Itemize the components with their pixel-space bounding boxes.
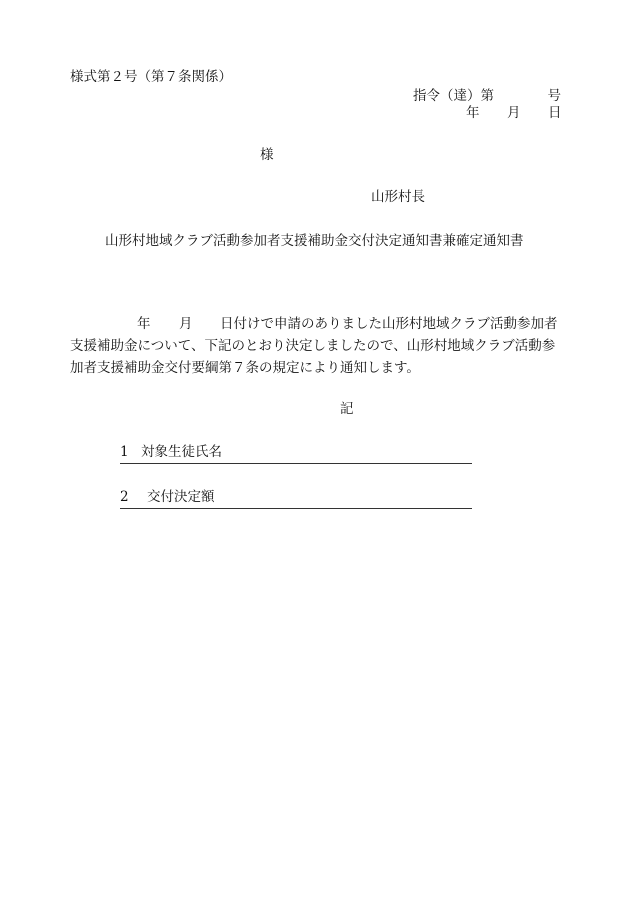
issuer-name: 山形村長	[371, 189, 425, 205]
body-month: 月	[179, 316, 193, 332]
body-line-1	[70, 313, 562, 335]
document-number-prefix: 指令（達）第	[413, 88, 494, 104]
item-grant-amount	[120, 488, 472, 509]
item-label: 対象生徒氏名	[141, 444, 222, 460]
date-month: 月	[507, 105, 521, 121]
body-line-2: 支援補助金について、下記のとおり決定しましたので、山形村地域クラブ活動参	[70, 338, 556, 354]
item-number: 2	[120, 489, 129, 505]
form-number: 様式第２号（第７条関係）	[70, 69, 232, 85]
section-heading: 記	[340, 401, 354, 417]
item-label: 交付決定額	[147, 489, 215, 505]
item-student-name	[120, 443, 472, 464]
body-line-3: 加者支援補助金交付要綱第７条の規定により通知します。	[70, 360, 420, 376]
document-number-suffix: 号	[547, 88, 561, 104]
date-day: 日	[548, 105, 562, 121]
body-line-1-rest: 日付けで申請のありました山形村地域クラブ活動参加者	[220, 316, 558, 332]
body-text	[70, 313, 562, 379]
date-year: 年	[466, 105, 480, 121]
document-title: 山形村地域クラブ活動参加者支援補助金交付決定通知書兼確定通知書	[105, 233, 524, 249]
item-number: 1	[120, 444, 129, 460]
recipient-honorific: 様	[260, 147, 274, 163]
body-year: 年	[137, 316, 151, 332]
